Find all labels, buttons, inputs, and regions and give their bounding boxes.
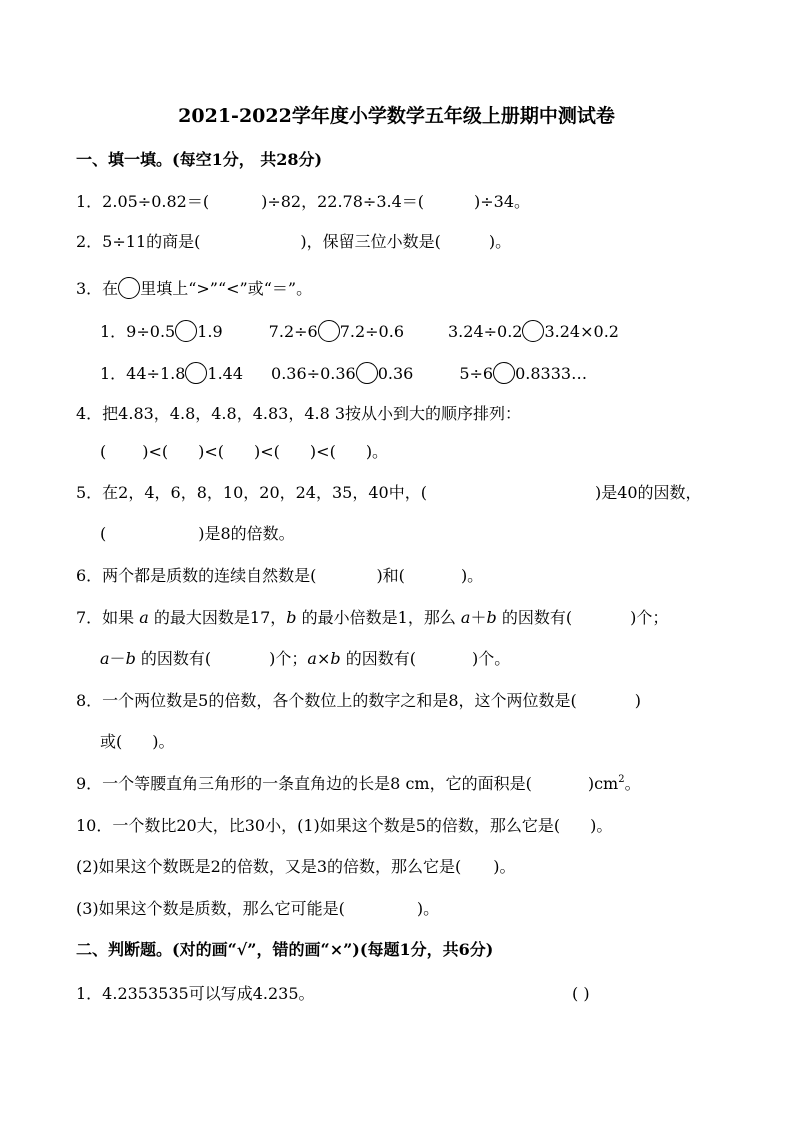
question-3-row-1: 1．9÷0.5 1.9 7.2÷6 7.2÷0.6 3.24÷0.2 3.24×0.2 (100, 322, 619, 341)
question-5: 5．在2，4，6，8，10，20，24，35，40中，( )是40的因数， (76, 483, 702, 502)
question-7-line-2: a－b 的因数有( )个；a×b 的因数有( )个。 (100, 649, 511, 668)
question-4-blanks: ( )<( )<( )<( )<( )。 (100, 442, 389, 461)
question-10: 10．一个数比20大，比30小，(1)如果这个数是5的倍数，那么它是( )。 (76, 816, 613, 835)
question-1: 1．2.05÷0.82＝( )÷82，22.78÷3.4＝( )÷34。 (76, 192, 531, 211)
compare-circle[interactable] (185, 362, 207, 384)
page-title: 2021-2022学年度小学数学五年级上册期中测试卷 (178, 105, 615, 127)
question-5-line-2: ( )是8的倍数。 (100, 524, 295, 543)
compare-circle[interactable] (522, 320, 544, 342)
compare-circle[interactable] (175, 320, 197, 342)
compare-circle[interactable] (356, 362, 378, 384)
compare-circle[interactable] (493, 362, 515, 384)
section-2-heading: 二、判断题。(对的画“√”，错的画“×”)(每题1分，共6分) (76, 940, 494, 959)
question-3: 3．在 里填上“>”“<”或“＝”。 (76, 279, 313, 298)
question-4: 4．把4.83，4.8，4.8，4.83，4.8 3按从小到大的顺序排列： (76, 404, 522, 423)
question-7: 7．如果 a 的最大因数是17，b 的最小倍数是1，那么 a＋b 的因数有( )个； (76, 608, 669, 627)
question-8-line-2: 或( )。 (100, 732, 175, 751)
compare-circle[interactable] (318, 320, 340, 342)
section-1-heading: 一、填一填。(每空1分， 共28分) (76, 150, 323, 169)
question-10-part-2: (2)如果这个数既是2的倍数，又是3的倍数，那么它是( )。 (76, 857, 516, 876)
question-8: 8．一个两位数是5的倍数，各个数位上的数字之和是8，这个两位数是( ) (76, 691, 642, 710)
question-2: 2．5÷11的商是( )，保留三位小数是( )。 (76, 232, 512, 251)
question-10-part-3: (3)如果这个数是质数，那么它可能是( )。 (76, 899, 440, 918)
question-9: 9．一个等腰直角三角形的一条直角边的长是8 cm，它的面积是( )$cm^2$。 (76, 774, 641, 793)
compare-circle[interactable] (118, 277, 140, 299)
judge-question-1: 1．4.2353535可以写成4.235。 (76, 984, 315, 1003)
question-3-row-2: 1．44÷1.8 1.44 0.36÷0.36 0.36 5÷6 0.8333… (100, 364, 588, 383)
judge-answer-paren[interactable]: ( ) (572, 984, 590, 1003)
question-6: 6．两个都是质数的连续自然数是( )和( )。 (76, 566, 484, 585)
